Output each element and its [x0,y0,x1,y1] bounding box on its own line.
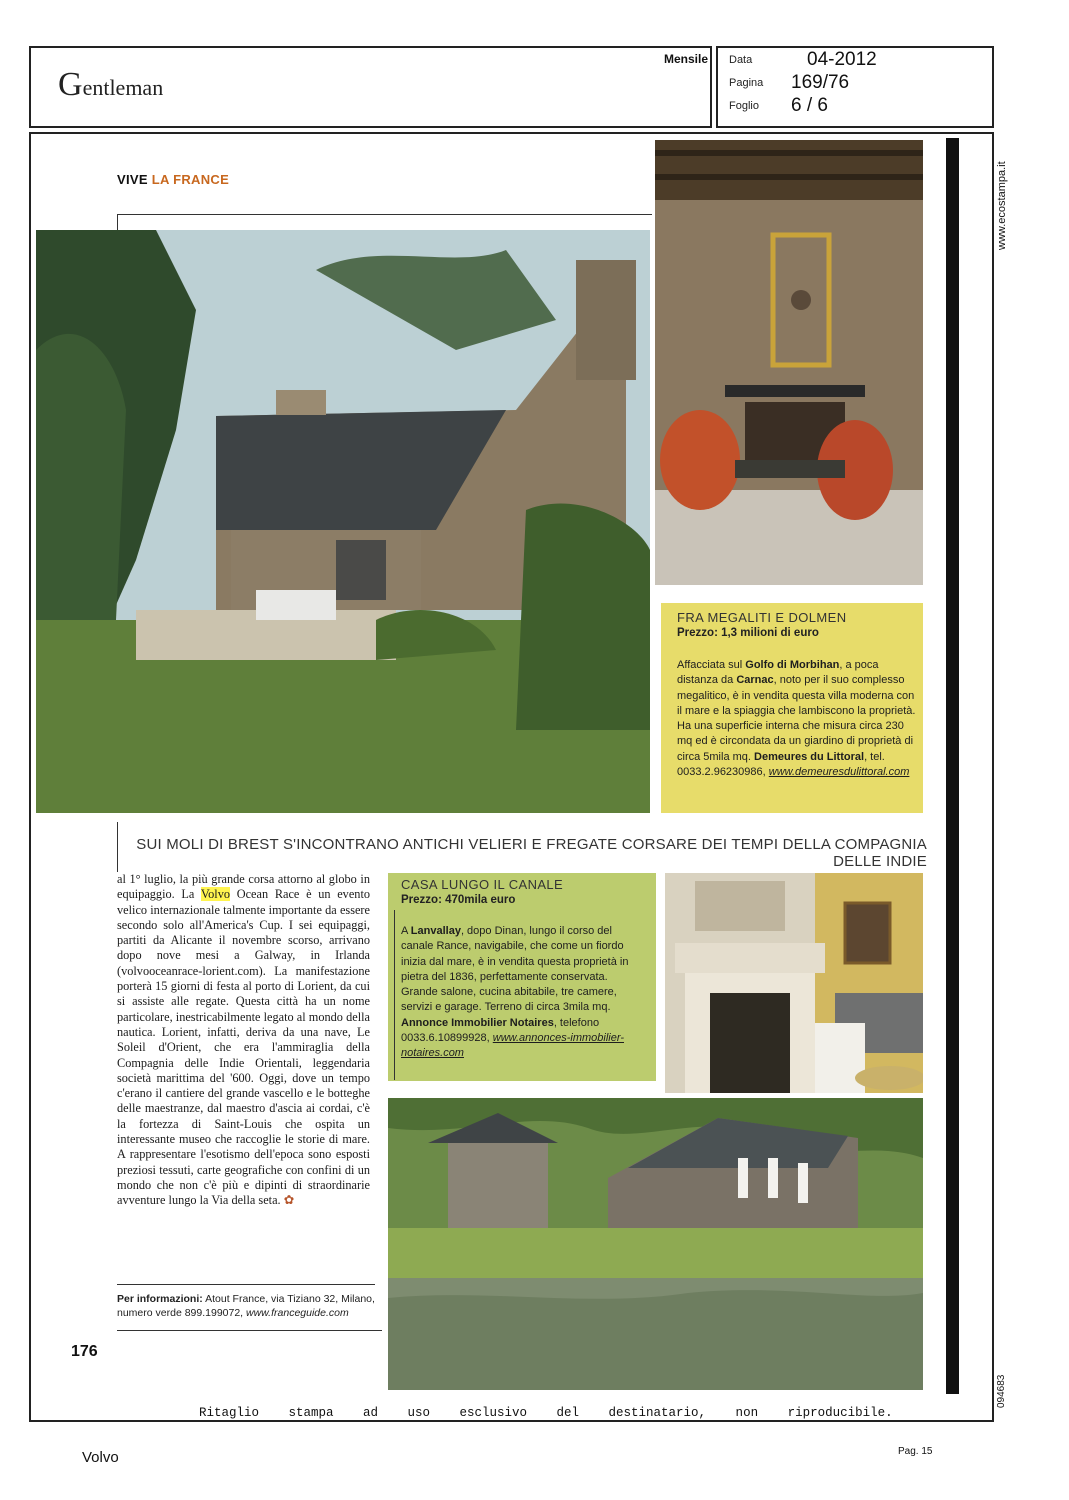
listing-title: FRA MEGALITI E DOLMEN [677,610,847,625]
article-body: al 1° luglio, la più grande corsa attorno al globo in equipaggio. La Volvo Ocean Race è un evento velico internazionale talmente importante da essere secondo solo all'America's Cup. I sei equipaggi, partiti da Alicante il novembre scorso, arrivano dopo nove mesi a Galway, in Irlanda (volvooceanrace-lorient.com). La manifestazione porterà 15 giorni di festa al porto di Lorient, da cui si assiste alle regate. Questa città ha un nome particolare, inestricabilmente legato al mondo della nautica. Lorient, infatti, deriva da una nave, Le Soleil d'Orient, che era l'ammiraglia della Compagnia delle Indie Orientali, leggendaria società marittima del '600. Oggi, dove un tempo c'erano il cantiere del grande vascello e le botteghe delle maestranze, dal maestro d'ascia ai cordai, c'è la fortezza di Saint-Louis che ospita un interessante museo che raccoglie le storie di mare. A rappresentare l'esotismo dell'epoca sono esposti preziosi tessuti, carte geografiche con confini di un mondo che non c'è più e dipinti di straordinarie avventure lungo la Via della seta. ✿ [117,872,371,1208]
frequency-label: Mensile [664,52,709,66]
listing-description: Affacciata sul Golfo di Morbihan, a poca distanza da Carnac, noto per il suo complesso megalitico, è in vendita questa villa moderna con il mare e la spiaggia che lambiscono la proprietà. Ha una superficie interna che misura circa 230 mq ed è circondata da un giardino di proprietà di circa 5mila mq. Demeures du Littoral, tel. 0033.2.96230986, www.demeuresdulittoral.com [677,659,916,779]
house-photo [36,230,650,813]
divider [117,1284,375,1285]
page-number: 176 [71,1343,98,1360]
report-page: Pag. 15 [898,1446,933,1457]
publication-logo: Gentleman [58,66,164,103]
divider [117,1330,382,1331]
foglio-label: Foglio [729,100,759,112]
foglio-value: 6 / 6 [791,95,828,116]
divider [117,214,652,215]
data-value: 04-2012 [807,49,877,70]
fireplace-photo [665,873,923,1093]
article-headline: SUI MOLI DI BREST S'INCONTRANO ANTICHI VELIERI E FREGATE CORSARE DEI TEMPI DELLA COMPAGNIA DELLE INDIE [136,836,927,870]
website-vertical: www.ecostampa.it [996,161,1008,250]
page-edge-bar [946,138,959,1394]
listing-price: Prezzo: 1,3 milioni di euro [677,627,819,639]
listing-price: Prezzo: 470mila euro [401,894,516,906]
listing-link[interactable]: www.demeuresdulittoral.com [768,766,910,779]
interior-photo [655,140,923,585]
info-link[interactable]: www.franceguide.com [246,1307,349,1319]
listing-title: CASA LUNGO IL CANALE [401,877,564,892]
divider [117,822,118,872]
divider [117,214,118,230]
listing-description: A Lanvallay, dopo Dinan, lungo il corso del canale Rance, navigabile, che come un fiordo inizia dal mare, è in vendita questa proprietà in pietra del 1836, perfettamente conservata. Grande salone, cucina abitabile, tre camere, servizi e garage. Terreno di circa 3mila mq. Annonce Immobilier Notaires, telefono 0033.6.10899928, www.annonces-immobilier-notaires.com [401,925,629,1060]
pagina-value: 169/76 [791,72,850,93]
listing-link[interactable]: www.annonces-immobilier-notaires.com [401,1032,624,1060]
divider [394,910,395,1080]
pagina-label: Pagina [729,77,764,89]
info-note: Per informazioni: Atout France, via Tiziano 32, Milano, numero verde 899.199072, www.franceguide.com [117,1293,375,1319]
clipping-disclaimer: Ritaglio stampa ad uso esclusivo del destinatario, non riproducibile. [199,1406,893,1420]
client-name: Volvo [82,1449,119,1466]
document-code: 094683 [996,1374,1007,1408]
data-label: Data [729,54,753,66]
riverside-house-photo [388,1098,923,1390]
section-title: VIVE LA FRANCE [117,172,230,187]
